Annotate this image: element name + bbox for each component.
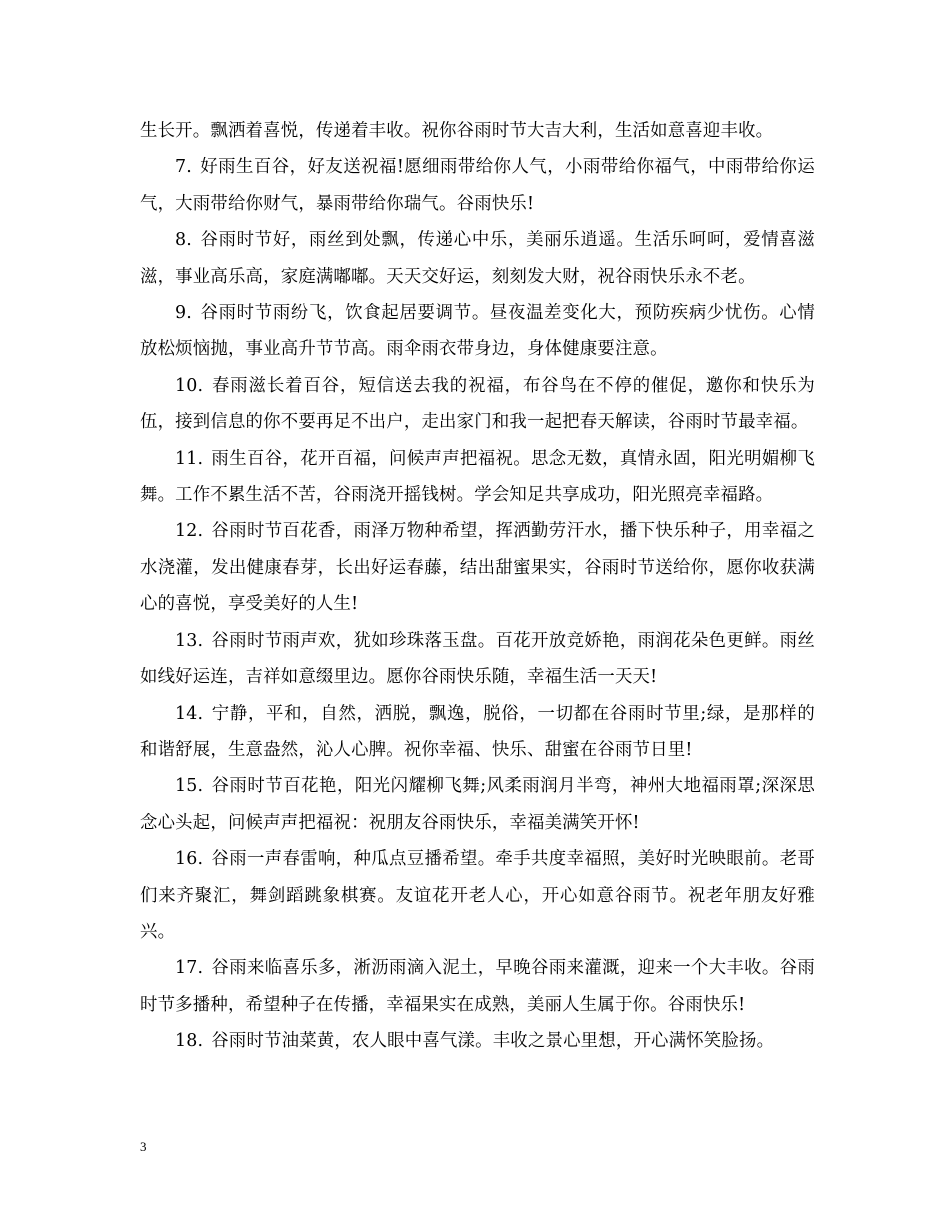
list-item-11 bbox=[140, 441, 815, 514]
item-text: 谷雨时节雨声欢，犹如珍珠落玉盘。百花开放竞娇艳，雨润花朵色更鲜。雨丝如线好运连，吉祥如意缀里边。愿你谷雨快乐随，幸福生活一天天! bbox=[140, 630, 815, 688]
item-number: 16. bbox=[175, 849, 204, 870]
list-item-9 bbox=[140, 295, 815, 368]
item-number: 13. bbox=[175, 630, 204, 651]
document-body bbox=[140, 113, 815, 1060]
item-text: 谷雨时节雨纷飞，饮食起居要调节。昼夜温差变化大，预防疾病少忧伤。心情放松烦恼抛，事业高升节节高。雨伞雨衣带身边，身体健康要注意。 bbox=[140, 303, 815, 360]
list-item-16 bbox=[140, 841, 815, 950]
item-text: 宁静，平和，自然，洒脱，飘逸，脱俗，一切都在谷雨时节里;绿，是那样的和谐舒展，生意盎然，沁人心脾。祝你幸福、快乐、甜蜜在谷雨节日里! bbox=[140, 703, 815, 760]
list-item-17 bbox=[140, 950, 815, 1023]
item-text: 谷雨一声春雷响，种瓜点豆播希望。牵手共度幸福照，美好时光映眼前。老哥们来齐聚汇，舞剑蹈跳象棋赛。友谊花开老人心，开心如意谷雨节。祝老年朋友好雅兴。 bbox=[140, 849, 815, 942]
item-number: 18. bbox=[175, 1031, 204, 1052]
item-number: 15. bbox=[175, 776, 204, 797]
list-item-10 bbox=[140, 368, 815, 441]
item-number: 7. bbox=[175, 157, 192, 178]
item-number: 17. bbox=[175, 958, 204, 979]
item-text: 谷雨时节百花香，雨泽万物种希望，挥洒勤劳汗水，播下快乐种子，用幸福之水浇灌，发出健康春芽，长出好运春藤，结出甜蜜果实，谷雨时节送给你，愿你收获满心的喜悦，享受美好的人生! bbox=[140, 521, 815, 615]
item-text: 雨生百谷，花开百福，问候声声把福祝。思念无数，真情永固，阳光明媚柳飞舞。工作不累生活不苦，谷雨浇开摇钱树。学会知足共享成功，阳光照亮幸福路。 bbox=[140, 448, 815, 506]
item-number: 11. bbox=[175, 448, 204, 469]
list-item-12 bbox=[140, 513, 815, 622]
item-number: 10. bbox=[175, 375, 204, 396]
list-item-15 bbox=[140, 768, 815, 841]
list-item-18 bbox=[140, 1023, 815, 1059]
item-text: 谷雨来临喜乐多，淅沥雨滴入泥土，早晚谷雨来灌溉，迎来一个大丰收。谷雨时节多播种，希望种子在传播，幸福果实在成熟，美丽人生属于你。谷雨快乐! bbox=[140, 958, 815, 1015]
item-text: 好雨生百谷，好友送祝福!愿细雨带给你人气，小雨带给你福气，中雨带给你运气，大雨带给你财气，暴雨带给你瑞气。谷雨快乐! bbox=[140, 157, 815, 214]
item-number: 12. bbox=[175, 521, 204, 542]
item-text: 谷雨时节油菜黄，农人眼中喜气漾。丰收之景心里想，开心满怀笑脸扬。 bbox=[211, 1031, 775, 1052]
item-text: 春雨滋长着百谷，短信送去我的祝福，布谷鸟在不停的催促，邀你和快乐为伍，接到信息的你不要再足不出户，走出家门和我一起把春天解读，谷雨时节最幸福。 bbox=[140, 375, 815, 433]
item-number: 14. bbox=[175, 703, 204, 724]
page-number: 3 bbox=[140, 1139, 147, 1154]
list-item-8 bbox=[140, 222, 815, 295]
continuation-paragraph: 生长开。飘洒着喜悦，传递着丰收。祝你谷雨时节大吉大利，生活如意喜迎丰收。 bbox=[140, 121, 774, 141]
list-item-13 bbox=[140, 623, 815, 696]
item-text: 谷雨时节百花艳，阳光闪耀柳飞舞;风柔雨润月半弯，神州大地福雨罩;深深思念心头起，问候声声把福祝：祝朋友谷雨快乐，幸福美满笑开怀! bbox=[140, 776, 815, 833]
item-number: 8. bbox=[175, 230, 192, 251]
item-text: 谷雨时节好，雨丝到处飘，传递心中乐，美丽乐逍遥。生活乐呵呵，爱情喜滋滋，事业高乐高，家庭满嘟嘟。天天交好运，刻刻发大财，祝谷雨快乐永不老。 bbox=[140, 230, 815, 287]
item-number: 9. bbox=[175, 303, 192, 324]
list-item-14 bbox=[140, 696, 815, 769]
list-item-7 bbox=[140, 149, 815, 222]
